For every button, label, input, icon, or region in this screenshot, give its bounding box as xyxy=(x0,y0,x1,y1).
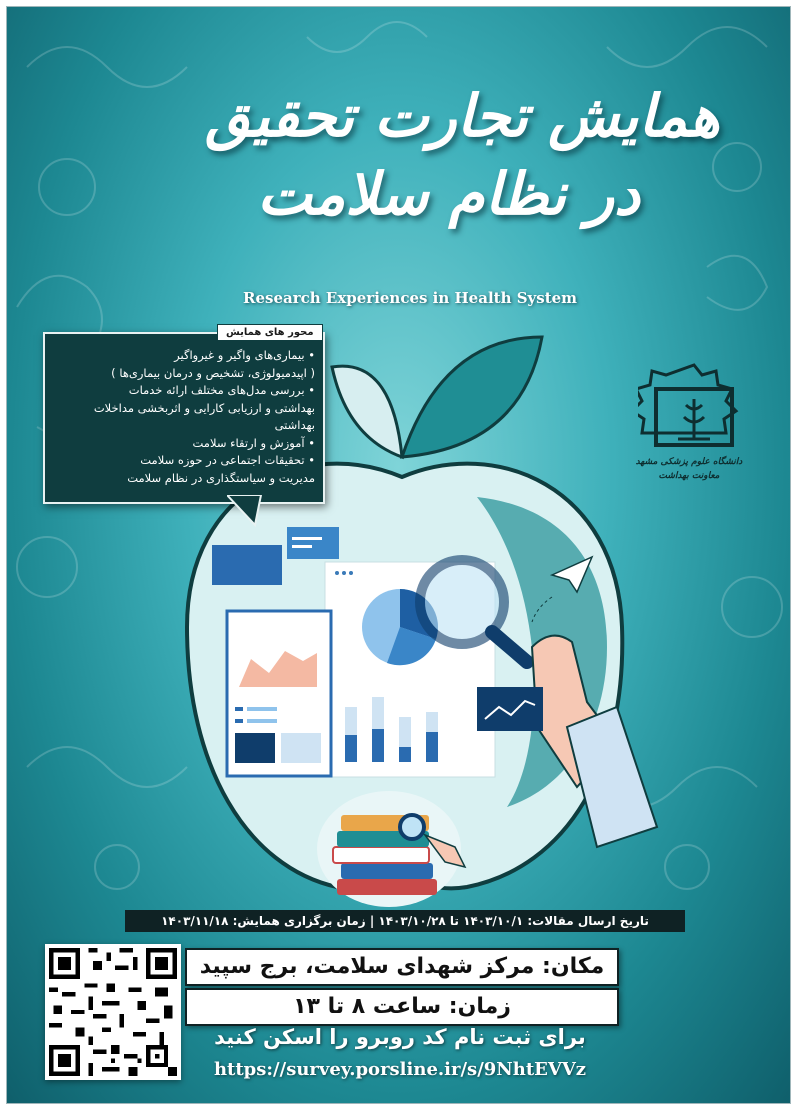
register-instructions: برای ثبت نام کد روبرو را اسکن کنید xyxy=(214,1025,586,1049)
title-line-2: در نظام سلامت xyxy=(257,160,640,228)
axes-header: محور های همایش xyxy=(217,324,323,341)
axes-item: • تحقیقات اجتماعی در حوزه سلامت xyxy=(140,453,315,467)
title-line-1: همایش تجارت تحقیق xyxy=(205,82,720,150)
axes-item: • بیماری‌های واگیر و غیرواگیر xyxy=(174,348,315,362)
registration-url[interactable]: https://survey.porsline.ir/s/9NhtEVVz xyxy=(213,1059,587,1080)
logo-caption-line-1: دانشگاه علوم پزشکی مشهد xyxy=(635,457,743,467)
axes-item: بهداشتی xyxy=(274,418,315,432)
time-box: زمان: ساعت ۸ تا ۱۳ xyxy=(185,988,619,1026)
speech-tail xyxy=(227,495,267,527)
axes-item: بهداشتی و ارزیابی کارایی و اثربخشی مداخلات xyxy=(93,400,315,415)
axes-item: مدیریت و سیاستگذاری در نظام سلامت xyxy=(127,470,315,485)
title-english: Research Experiences in Health System xyxy=(243,289,578,307)
qr-code[interactable] xyxy=(45,944,181,1080)
logo-caption-line-2: معاونت بهداشت xyxy=(658,471,720,481)
title-persian xyxy=(80,77,720,233)
axes-item: • آموزش و ارتقاء سلامت xyxy=(192,435,315,450)
axes-list xyxy=(51,347,315,487)
location-box: مکان: مرکز شهدای سلامت، برج سپید xyxy=(185,948,619,986)
axes-item: • بررسی مدل‌های مختلف ارائه خدمات xyxy=(128,383,315,397)
logo-caption xyxy=(634,455,744,483)
poster xyxy=(6,6,791,1104)
axes-item: ( اپیدمیولوژی، تشخیص و درمان بیماری‌ها ) xyxy=(111,365,315,380)
qr-code-icon xyxy=(49,948,177,1076)
university-logo-icon xyxy=(638,359,750,509)
dates-bar: تاریخ ارسال مقالات: ۱۴۰۳/۱۰/۱ تا ۱۴۰۳/۱۰/۲۸ | زمان برگزاری همایش: ۱۴۰۳/۱۱/۱۸ xyxy=(125,910,685,932)
